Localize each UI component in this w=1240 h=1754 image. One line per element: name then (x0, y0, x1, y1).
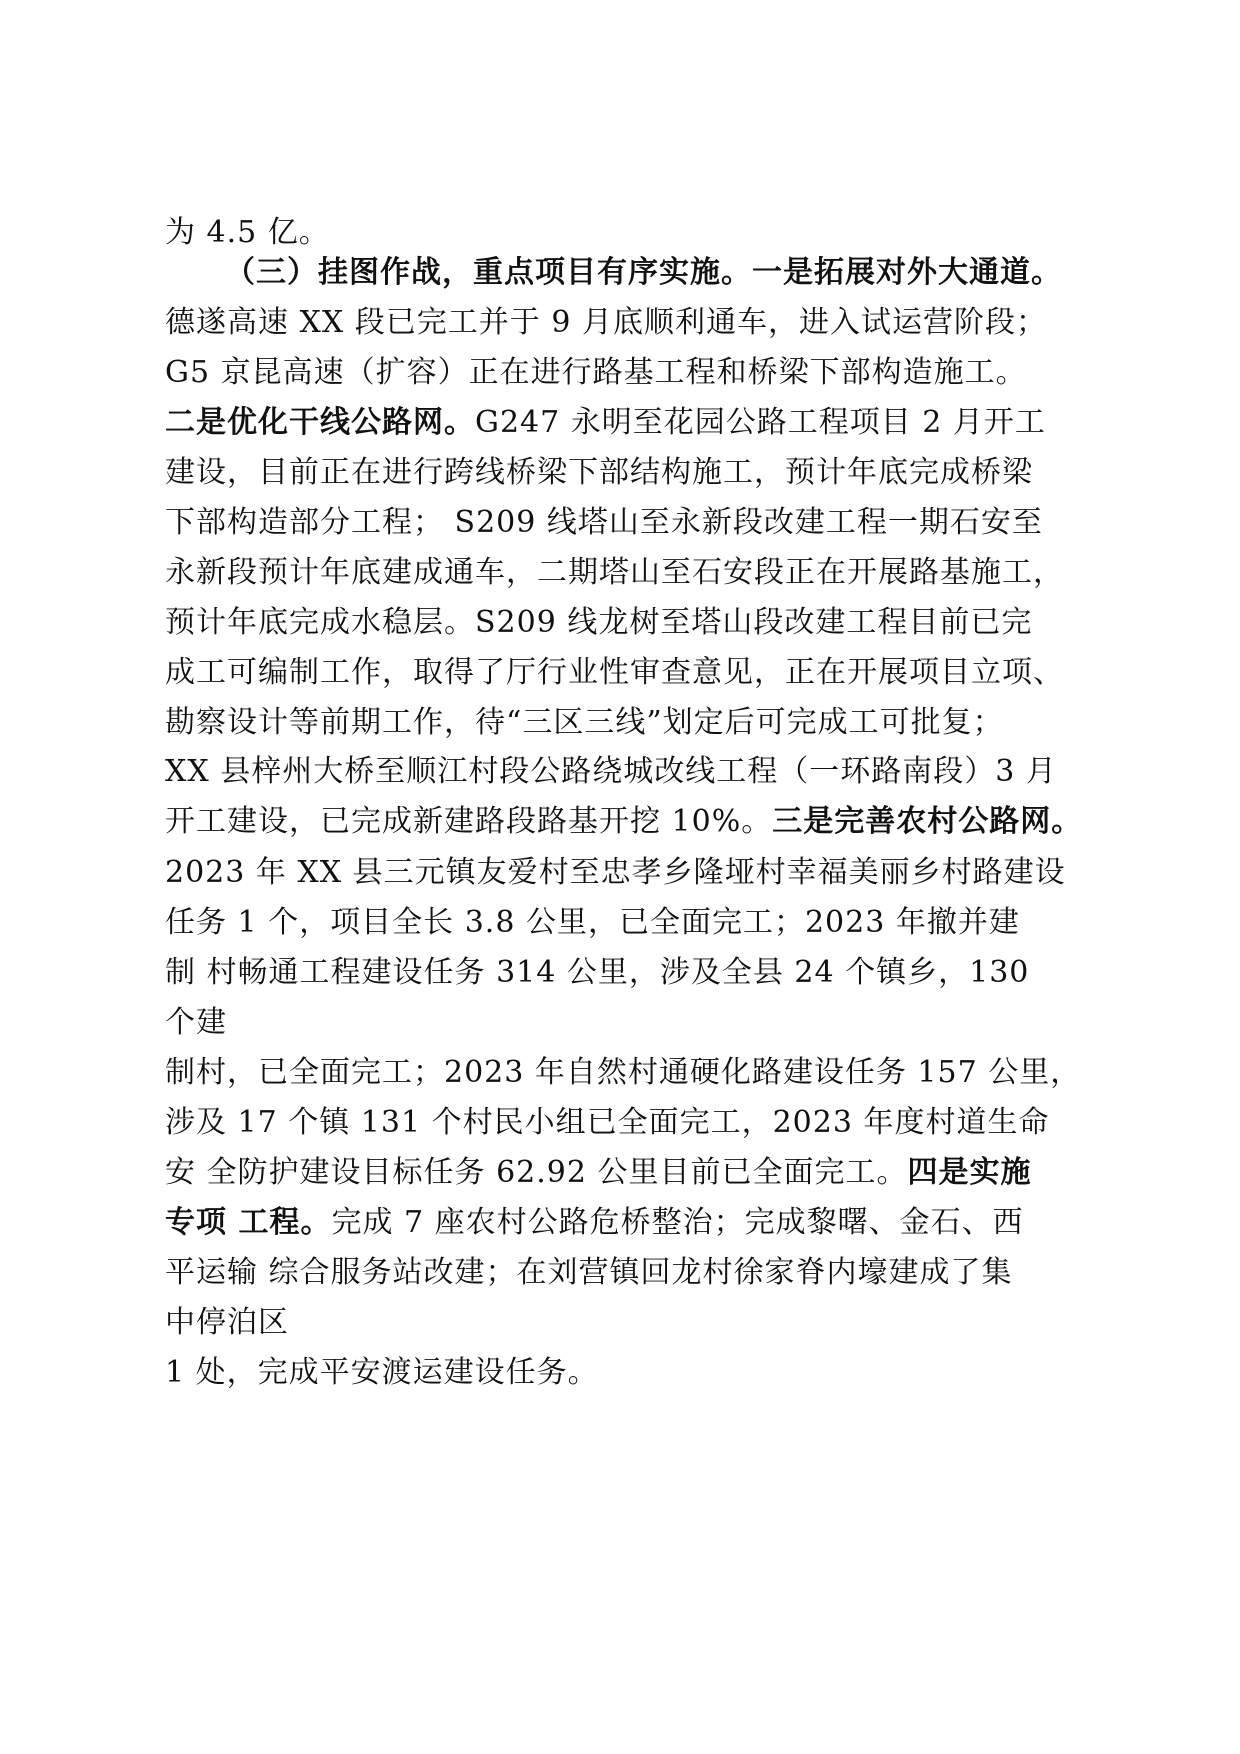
text-segment: 制 村畅通工程建设任务 314 公里，涉及全县 24 个镇乡，130 (165, 955, 1030, 990)
text-line (165, 213, 330, 253)
text-segment: 中停泊区 (165, 1305, 289, 1340)
bold-text-segment: （三）挂图作战，重点项目有序实施。一是拓展对外大通道。 (225, 255, 1062, 290)
text-segment: 下部构造部分工程； S209 线塔山至永新段改建工程一期石安至 (165, 505, 1043, 540)
text-line (165, 1103, 1049, 1143)
text-line (165, 1053, 1081, 1093)
bold-text-segment: 四是实施 (907, 1155, 1032, 1190)
text-segment: 建设，目前正在进行跨线桥梁下部结构施工，预计年底完成桥梁 (165, 455, 1033, 490)
text-line (225, 253, 1062, 293)
text-line (165, 1203, 1024, 1243)
text-line (165, 853, 1066, 893)
text-segment: 1 处，完成平安渡运建设任务。 (165, 1355, 599, 1390)
text-line (165, 403, 1046, 443)
bold-text-segment: 专项 工程。 (165, 1205, 332, 1240)
text-segment: 平运输 综合服务站改建；在刘营镇回龙村徐家脊内壕建成了集 (165, 1255, 1013, 1290)
text-segment: 涉及 17 个镇 131 个村民小组已全面完工，2023 年度村道生命 (165, 1105, 1050, 1140)
text-line (165, 903, 1020, 943)
text-segment: 为 4.5 亿。 (165, 215, 330, 250)
text-segment: 完成 7 座农村公路危桥整治；完成黎曙、金石、西 (331, 1205, 1024, 1240)
text-segment: XX 县梓州大桥至顺江村段公路绕城改线工程（一环路南段）3 月 (165, 754, 1057, 789)
text-line (165, 1303, 289, 1343)
text-line (165, 1353, 599, 1393)
text-segment: 任务 1 个，项目全长 3.8 公里，已全面完工；2023 年撤并建 (165, 905, 1020, 940)
text-segment: 预计年底完成水稳层。S209 线龙树至塔山段改建工程目前已完 (165, 605, 1033, 640)
text-segment: 制村，已全面完工；2023 年自然村通硬化路建设任务 157 公里， (165, 1055, 1082, 1090)
text-line (165, 653, 1064, 693)
text-line (165, 503, 1043, 543)
text-line (165, 1253, 1013, 1293)
text-segment: 个建 (165, 1005, 227, 1040)
text-segment: G247 永明至花园公路工程项目 2 月开工 (475, 405, 1046, 440)
text-line (165, 603, 1032, 643)
bold-text-segment: 三是完善农村公路网。 (772, 804, 1083, 839)
text-segment: 永新段预计年底建成通车，二期塔山至石安段正在开展路基施工， (165, 555, 1064, 590)
text-segment: 德遂高速 XX 段已完工并于 9 月底顺利通车，进入试运营阶段； (165, 305, 1047, 340)
text-segment: G5 京昆高速（扩容）正在进行路基工程和桥梁下部构造施工。 (165, 355, 1027, 390)
text-line (165, 1153, 1032, 1193)
text-segment: 安 全防护建设目标任务 62.92 公里目前已全面完工。 (165, 1155, 908, 1190)
text-segment: 2023 年 XX 县三元镇友爱村至忠孝乡隆垭村幸福美丽乡村路建设 (165, 855, 1066, 890)
bold-text-segment: 二是优化干线公路网。 (165, 405, 475, 440)
text-line (165, 703, 1004, 743)
text-line (165, 553, 1064, 593)
text-line (165, 303, 1047, 343)
text-line (165, 353, 1027, 393)
text-line (165, 953, 1029, 993)
text-line (165, 1003, 227, 1043)
text-segment: 成工可编制工作，取得了厅行业性审查意见，正在开展项目立项、 (165, 655, 1064, 690)
text-line (165, 752, 1057, 792)
text-segment: 勘察设计等前期工作，待“三区三线”划定后可完成工可批复； (165, 705, 1004, 740)
text-line (165, 453, 1033, 493)
text-line (165, 802, 1082, 842)
text-segment: 开工建设，已完成新建路段路基开挖 10%。 (165, 804, 773, 839)
